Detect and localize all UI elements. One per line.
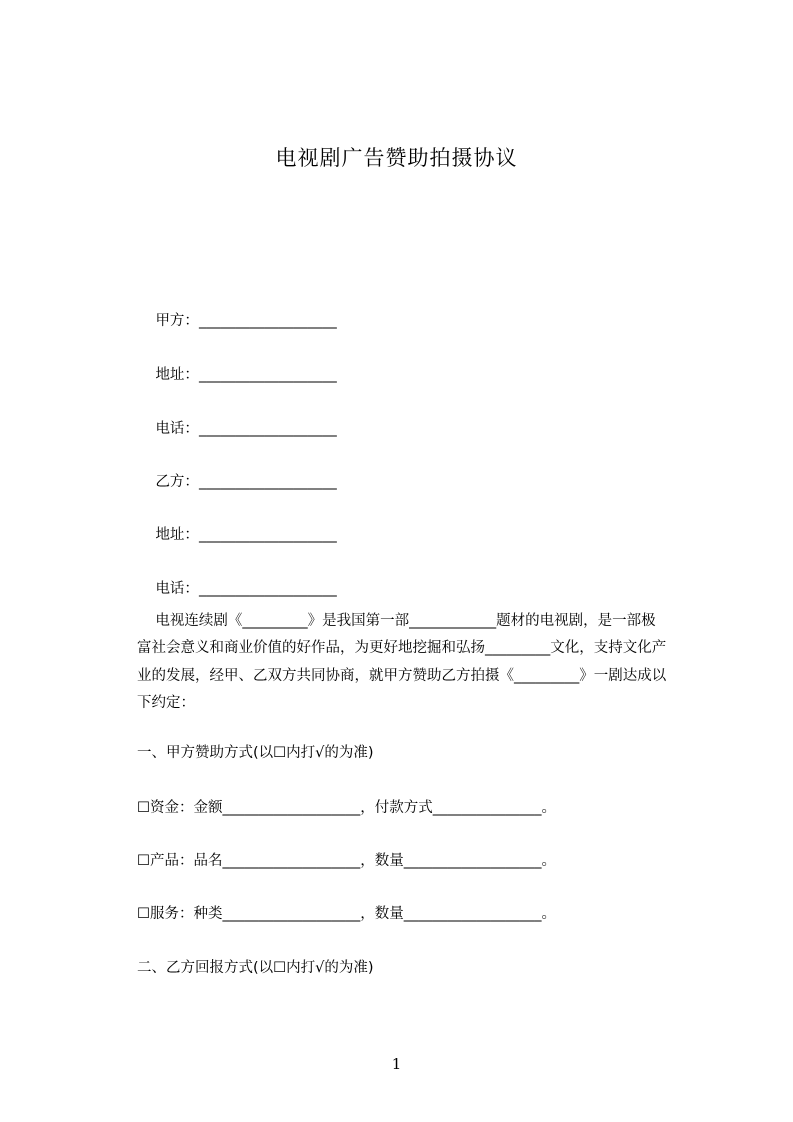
sponsor-services-item: ☐服务：种类___________________，数量___________________。 (137, 906, 556, 922)
party-a-line (137, 291, 337, 351)
party-a-address-label: 地址： (155, 367, 199, 383)
party-a-address-blank: ___________________ (198, 367, 337, 383)
sponsor-funds-item: ☐资金：金额___________________，付款方式_______________。 (137, 800, 556, 816)
document-title: 电视剧广告赞助拍摄协议 (275, 146, 518, 170)
intro-paragraph (137, 608, 711, 717)
section-1-heading: 一、甲方赞助方式(以☐内打√的为准) (137, 745, 374, 761)
intro-line-1: 电视连续剧《_________》是我国第一部____________题材的电视剧，是一部极 (137, 613, 656, 629)
party-a-label: 甲方： (155, 313, 199, 329)
intro-line-3: 业的发展，经甲、乙双方共同协商，就甲方赞助乙方拍摄《_________》一剧达成以 (137, 667, 667, 684)
intro-line-4: 下约定： (137, 694, 195, 711)
party-b-phone-label: 电话： (155, 581, 199, 597)
party-b-blank: ___________________ (198, 474, 337, 490)
section-2-heading: 二、乙方回报方式(以☐内打√的为准) (137, 960, 374, 976)
party-b-address-blank: ___________________ (198, 527, 337, 543)
page-number: 1 (391, 1055, 402, 1073)
party-b-label: 乙方： (155, 474, 199, 490)
party-a-phone-blank: ___________________ (198, 421, 337, 437)
party-b-address-label: 地址： (155, 527, 199, 543)
party-a-blank: ___________________ (198, 313, 337, 329)
intro-line-2: 富社会意义和商业价值的好作品，为更好地挖掘和弘扬_________文化，支持文化产 (137, 640, 667, 657)
party-b-line (137, 452, 337, 512)
sponsor-products-item: ☐产品：品名___________________，数量___________________。 (137, 853, 556, 869)
party-a-address-line (137, 345, 337, 405)
party-b-address-line (137, 505, 337, 565)
party-b-phone-blank: ___________________ (198, 581, 337, 597)
party-a-phone-label: 电话： (155, 421, 199, 437)
party-a-phone-line (137, 399, 337, 459)
